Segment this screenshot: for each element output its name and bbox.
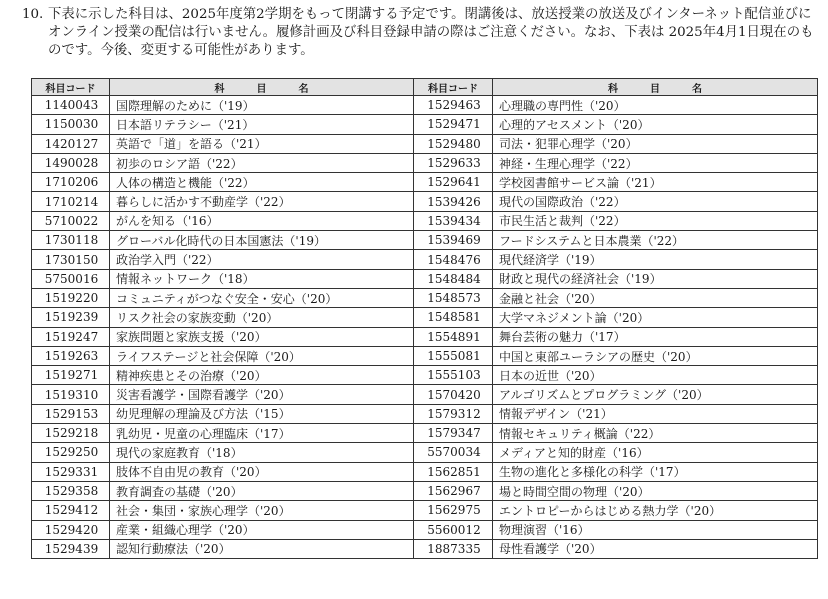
course-code-right: 5560012 [414, 520, 493, 539]
course-code-right: 1555081 [414, 346, 493, 365]
course-code-right: 1539469 [414, 231, 493, 250]
table-header-row [32, 79, 818, 96]
course-name-left: 暮らしに活かす不動産学（'22） [110, 192, 414, 211]
course-name-right: 舞台芸術の魅力（'17） [493, 327, 818, 346]
course-name-left: 幼児理解の理論及び方法（'15） [110, 404, 414, 423]
table-row [32, 520, 818, 539]
course-name-right: 物理演習（'16） [493, 520, 818, 539]
course-name-left: 政治学入門（'22） [110, 250, 414, 269]
table-row [32, 462, 818, 481]
closing-courses-table [31, 78, 818, 559]
table-row [32, 443, 818, 462]
course-code-left: 1519220 [32, 288, 110, 307]
course-name-right: エントロピーからはじめる熱力学（'20） [493, 501, 818, 520]
course-name-right: 司法・犯罪心理学（'20） [493, 134, 818, 153]
course-name-right: フードシステムと日本農業（'22） [493, 231, 818, 250]
course-name-left: ライフステージと社会保障（'20） [110, 346, 414, 365]
course-name-right: メディアと知的財産（'16） [493, 443, 818, 462]
notice-number: 10. [22, 7, 44, 22]
course-code-right: 1570420 [414, 385, 493, 404]
table-row [32, 173, 818, 192]
header-course-name-right: 科目名 [493, 79, 818, 96]
table-row [32, 539, 818, 558]
course-code-right: 1562975 [414, 501, 493, 520]
course-code-right: 1529641 [414, 173, 493, 192]
course-code-right: 1562967 [414, 481, 493, 500]
course-code-left: 1529331 [32, 462, 110, 481]
course-code-left: 1529358 [32, 481, 110, 500]
course-code-right: 1529463 [414, 96, 493, 115]
table-row [32, 404, 818, 423]
course-code-right: 1887335 [414, 539, 493, 558]
course-name-left: 肢体不自由児の教育（'20） [110, 462, 414, 481]
course-name-right: 情報セキュリティ概論（'22） [493, 424, 818, 443]
course-name-right: 中国と東部ユーラシアの歴史（'20） [493, 346, 818, 365]
course-code-left: 1529412 [32, 501, 110, 520]
table-row [32, 211, 818, 230]
course-code-left: 1529439 [32, 539, 110, 558]
course-name-left: リスク社会の家族変動（'20） [110, 308, 414, 327]
course-name-left: 国際理解のために（'19） [110, 96, 414, 115]
course-code-right: 1554891 [414, 327, 493, 346]
course-name-right: 現代経済学（'19） [493, 250, 818, 269]
course-name-right: 生物の進化と多様化の科学（'17） [493, 462, 818, 481]
course-name-left: 乳幼児・児童の心理臨床（'17） [110, 424, 414, 443]
course-code-left: 1730150 [32, 250, 110, 269]
table-row [32, 424, 818, 443]
course-code-left: 1529250 [32, 443, 110, 462]
course-code-right: 1539434 [414, 211, 493, 230]
course-code-right: 5570034 [414, 443, 493, 462]
course-code-left: 1519239 [32, 308, 110, 327]
course-code-right: 1529480 [414, 134, 493, 153]
table-row [32, 134, 818, 153]
course-name-left: 情報ネットワーク（'18） [110, 269, 414, 288]
course-name-left: 精神疾患とその治療（'20） [110, 366, 414, 385]
course-code-left: 5710022 [32, 211, 110, 230]
course-code-right: 1539426 [414, 192, 493, 211]
table-row [32, 385, 818, 404]
table-row [32, 192, 818, 211]
table-row [32, 481, 818, 500]
course-name-left: 現代の家庭教育（'18） [110, 443, 414, 462]
course-code-left: 1710206 [32, 173, 110, 192]
course-code-right: 1548476 [414, 250, 493, 269]
course-name-left: 人体の構造と機能（'22） [110, 173, 414, 192]
course-code-left: 1150030 [32, 115, 110, 134]
table-row [32, 115, 818, 134]
header-course-code-left: 科目コード [32, 79, 110, 96]
course-name-right: 情報デザイン（'21） [493, 404, 818, 423]
table-row [32, 288, 818, 307]
course-name-left: コミュニティがつなぐ安全・安心（'20） [110, 288, 414, 307]
course-code-right: 1548581 [414, 308, 493, 327]
course-name-left: 日本語リテラシー（'21） [110, 115, 414, 134]
course-code-right: 1579312 [414, 404, 493, 423]
course-name-left: がんを知る（'16） [110, 211, 414, 230]
course-code-left: 1529420 [32, 520, 110, 539]
course-name-right: 現代の国際政治（'22） [493, 192, 818, 211]
notice-text: 下表に示した科目は、2025年度第2学期をもって閉講する予定です。閉講後は、放送授業の放送及びインターネット配信並びにオンライン授業の配信は行いません。履修計画及び科目登録申請の際はご注意ください。なお、下表は 2025年4月1日現在のものです。今後、変更する可能性があります。 [48, 7, 814, 58]
course-code-left: 1529218 [32, 424, 110, 443]
course-code-right: 1579347 [414, 424, 493, 443]
table-row [32, 153, 818, 172]
course-name-right: 母性看護学（'20） [493, 539, 818, 558]
course-name-left: 認知行動療法（'20） [110, 539, 414, 558]
table-row [32, 366, 818, 385]
course-name-right: 金融と社会（'20） [493, 288, 818, 307]
course-name-right: アルゴリズムとプログラミング（'20） [493, 385, 818, 404]
table-body [32, 96, 818, 559]
table-row [32, 346, 818, 365]
course-code-right: 1548573 [414, 288, 493, 307]
course-name-left: 産業・組織心理学（'20） [110, 520, 414, 539]
course-name-right: 心理的アセスメント（'20） [493, 115, 818, 134]
course-code-right: 1529471 [414, 115, 493, 134]
course-code-left: 1490028 [32, 153, 110, 172]
course-code-left: 1519247 [32, 327, 110, 346]
course-code-left: 1140043 [32, 96, 110, 115]
header-course-name-left: 科目名 [110, 79, 414, 96]
table-row [32, 501, 818, 520]
course-code-right: 1548484 [414, 269, 493, 288]
course-name-left: 教育調査の基礎（'20） [110, 481, 414, 500]
course-name-right: 日本の近世（'20） [493, 366, 818, 385]
table-row [32, 231, 818, 250]
course-name-right: 心理職の専門性（'20） [493, 96, 818, 115]
course-code-left: 1529153 [32, 404, 110, 423]
course-name-left: 災害看護学・国際看護学（'20） [110, 385, 414, 404]
table-row [32, 250, 818, 269]
course-code-left: 1710214 [32, 192, 110, 211]
course-code-left: 1420127 [32, 134, 110, 153]
closure-notice [22, 6, 818, 60]
course-name-left: 英語で「道」を語る（'21） [110, 134, 414, 153]
table-row [32, 308, 818, 327]
course-code-right: 1562851 [414, 462, 493, 481]
course-name-right: 場と時間空間の物理（'20） [493, 481, 818, 500]
course-name-left: 初歩のロシア語（'22） [110, 153, 414, 172]
course-name-right: 学校図書館サービス論（'21） [493, 173, 818, 192]
course-name-left: 社会・集団・家族心理学（'20） [110, 501, 414, 520]
header-course-code-right: 科目コード [414, 79, 493, 96]
course-name-left: 家族問題と家族支援（'20） [110, 327, 414, 346]
course-name-left: グローバル化時代の日本国憲法（'19） [110, 231, 414, 250]
course-code-left: 5750016 [32, 269, 110, 288]
course-code-right: 1529633 [414, 153, 493, 172]
table-row [32, 96, 818, 115]
table-row [32, 327, 818, 346]
course-name-right: 財政と現代の経済社会（'19） [493, 269, 818, 288]
course-code-left: 1730118 [32, 231, 110, 250]
course-name-right: 市民生活と裁判（'22） [493, 211, 818, 230]
course-code-left: 1519310 [32, 385, 110, 404]
course-code-right: 1555103 [414, 366, 493, 385]
course-code-left: 1519271 [32, 366, 110, 385]
course-name-right: 大学マネジメント論（'20） [493, 308, 818, 327]
table-row [32, 269, 818, 288]
course-name-right: 神経・生理心理学（'22） [493, 153, 818, 172]
course-code-left: 1519263 [32, 346, 110, 365]
